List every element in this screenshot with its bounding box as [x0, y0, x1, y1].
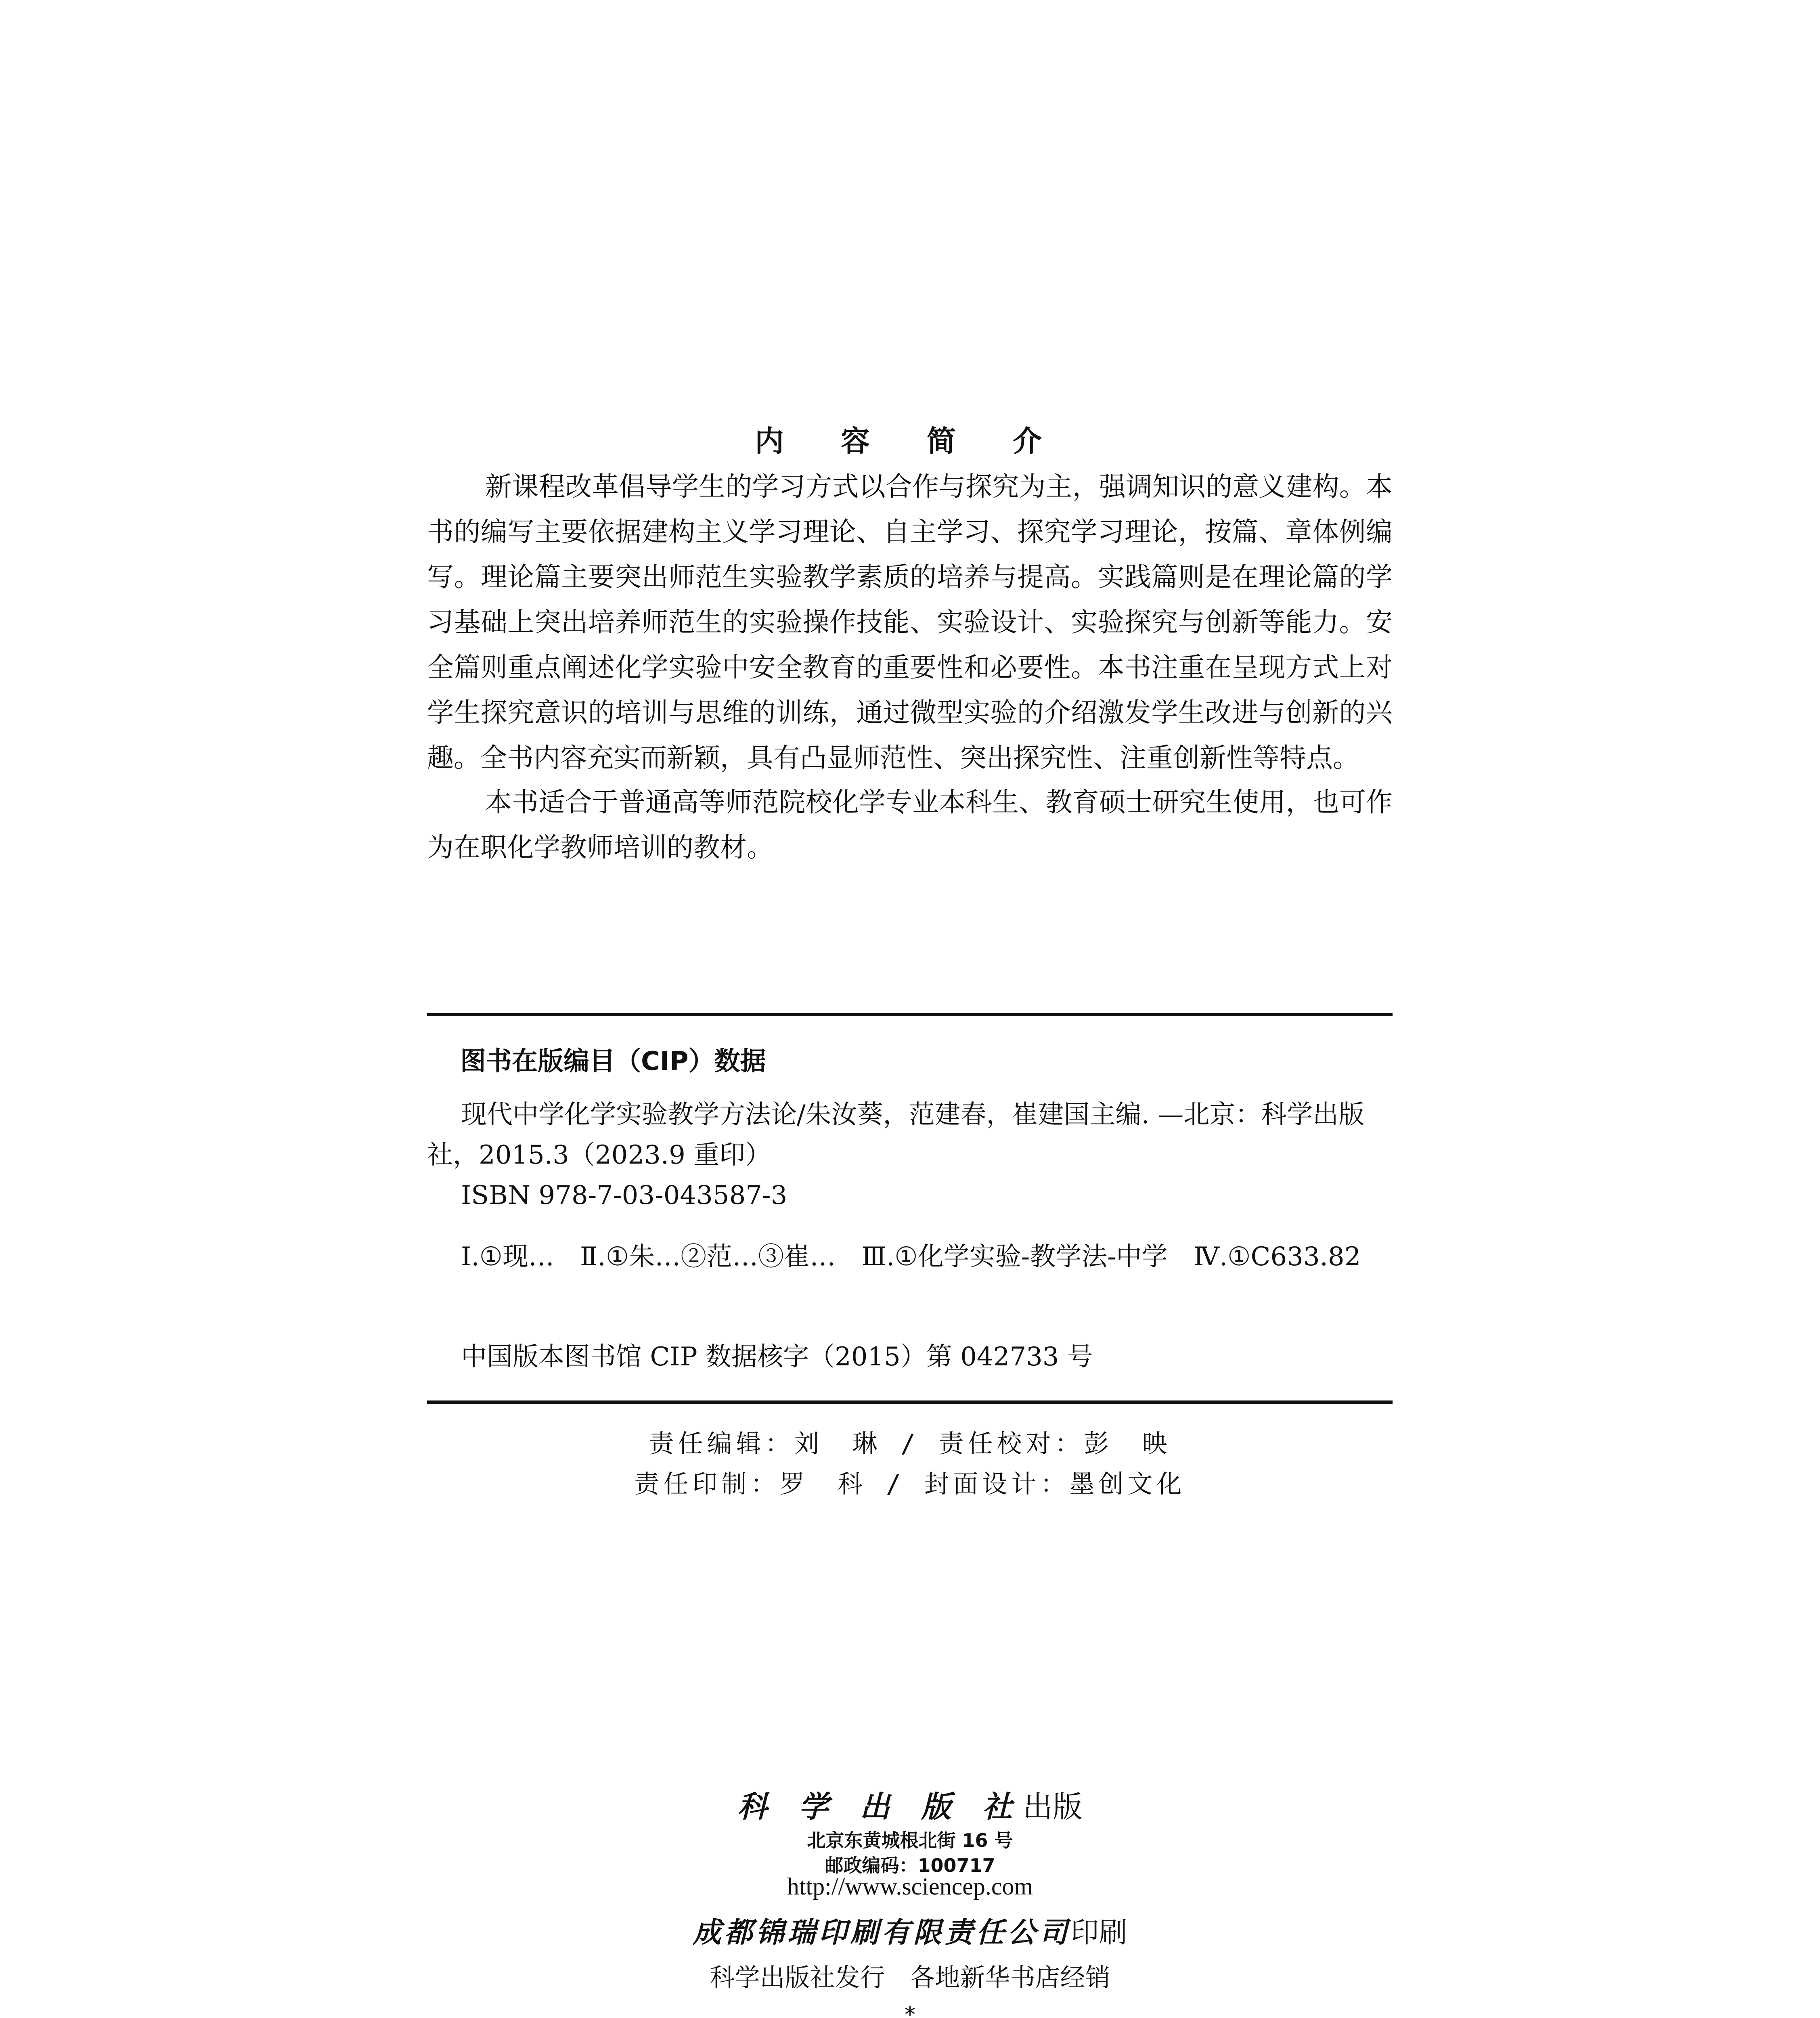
intro-paragraph-2 — [427, 780, 1393, 870]
cip-classification: Ⅰ.①现… Ⅱ.①朱…②范…③崔… Ⅲ.①化学实验-教学法-中学 Ⅳ.①C633.82 — [461, 1242, 1361, 1272]
publisher-suffix: 出版 — [1023, 1790, 1083, 1824]
cip-title-line: 现代中学化学实验教学方法论/朱汝葵，范建春，崔建国主编. —北京：科学出版社，2015.3（2023.9 重印） — [427, 1100, 1365, 1170]
publisher-name: 科 学 出 版 社 — [737, 1790, 1023, 1824]
distribution-line: 科学出版社发行 各地新华书店经销 — [710, 1963, 1110, 1992]
printer-name: 成都锦瑞印刷有限责任公司 — [693, 1916, 1071, 1949]
separator-star: * — [905, 2002, 915, 2018]
intro-paragraph-2-text: 本书适合于普通高等师范院校化学专业本科生、教育硕士研究生使用，也可作为在职化学教师培训的教材。 — [427, 787, 1393, 863]
cip-classification-block — [427, 1237, 1393, 1277]
cip-isbn: ISBN 978-7-03-043587-3 — [461, 1181, 787, 1210]
intro-paragraph-1 — [427, 464, 1393, 781]
publisher-website: http://www.sciencep.com — [787, 1873, 1033, 1900]
responsibility-line-1: 责任编辑：刘 琳 / 责任校对：彭 映 — [649, 1429, 1171, 1458]
cip-title-block — [427, 1095, 1393, 1216]
cip-heading: 图书在版编目（CIP）数据 — [460, 1047, 766, 1076]
publisher-line — [0, 1783, 1820, 1826]
cip-number: 中国版本图书馆 CIP 数据核字（2015）第 042733 号 — [461, 1342, 1093, 1372]
publisher-postcode: 邮政编码：100717 — [825, 1855, 995, 1876]
intro-paragraph-1-text: 新课程改革倡导学生的学习方式以合作与探究为主，强调知识的意义建构。本书的编写主要依据建构主义学习理论、自主学习、探究学习理论，按篇、章体例编写。理论篇主要突出师范生实验教学素质的培养与提高。实践篇则是在理论篇的学习基础上突出培养师范生的实验操作技能、实验设计、实验探究与创新等能力。安全篇则重点阐述化学实验中安全教育的重要性和必要性。本书注重在呈现方式上对学生探究意识的培训与思维的训练，通过微型实验的介绍激发学生改进与创新的兴趣。全书内容充实而新颖，具有凸显师范性、突出探究性、注重创新性等特点。 — [427, 471, 1393, 773]
responsibility-line-2: 责任印制：罗 科 / 封面设计：墨创文化 — [634, 1469, 1186, 1499]
cip-top-rule — [427, 1013, 1393, 1016]
publisher-address: 北京东黄城根北街 16 号 — [807, 1830, 1013, 1851]
cip-bottom-rule — [427, 1400, 1393, 1404]
printer-suffix: 印刷 — [1070, 1916, 1127, 1949]
intro-title: 内 容 简 介 — [754, 424, 1066, 458]
cip-number-block — [427, 1337, 1393, 1377]
printer-line — [0, 1910, 1820, 1951]
